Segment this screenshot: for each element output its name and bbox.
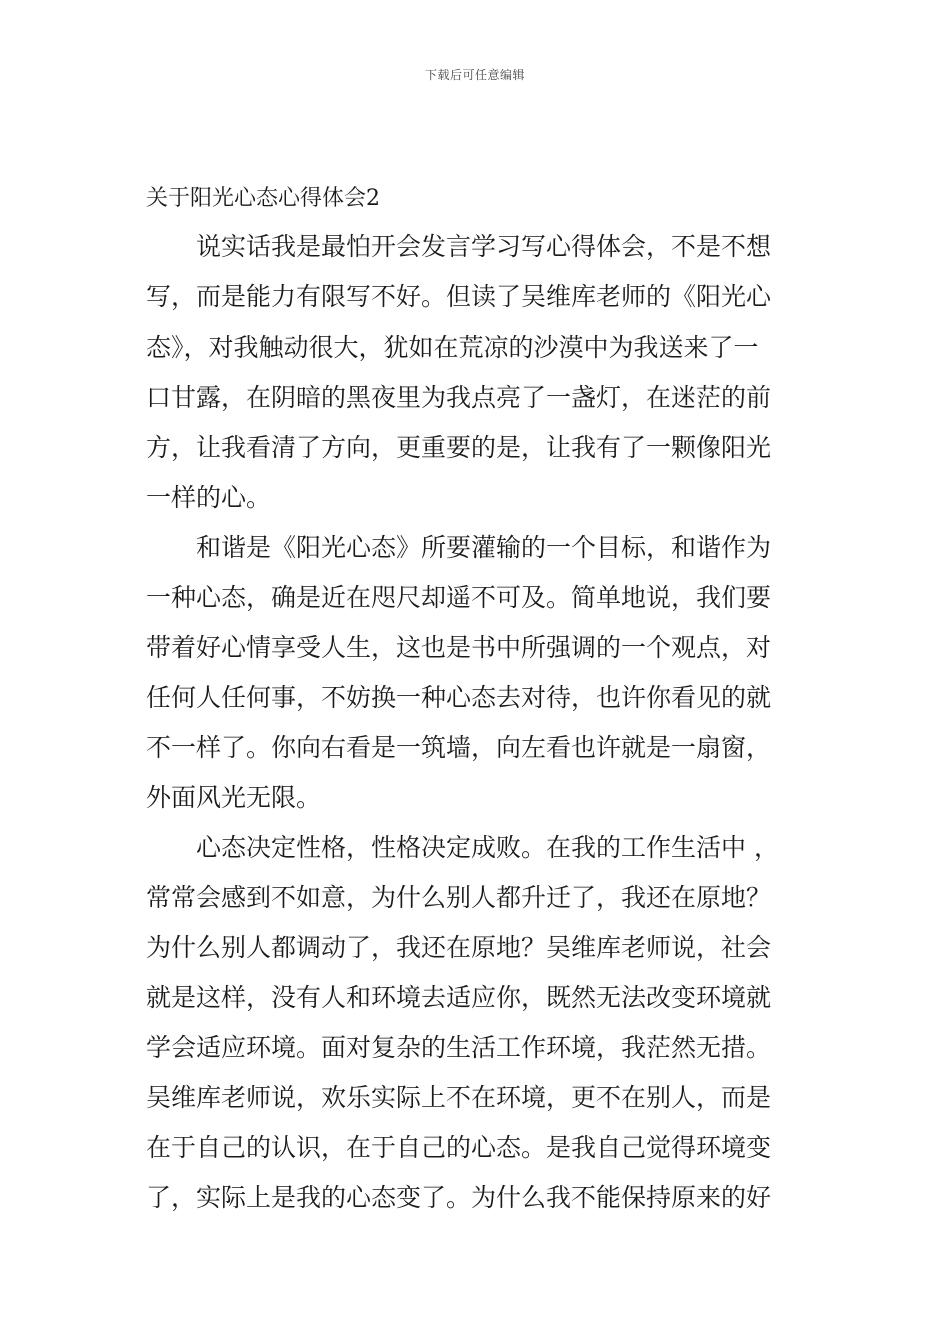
- body-line: 在于自己的认识，在于自己的心态。是我自己觉得环境变: [146, 1133, 772, 1162]
- body-line: 就是这样，没有人和环境去适应你，既然无法改变环境就: [146, 983, 772, 1012]
- body-line: 外面风光无限。: [146, 783, 322, 812]
- body-line: 吴维库老师说，欢乐实际上不在环境，更不在别人，而是: [146, 1083, 772, 1112]
- body-line: 一样的心。: [146, 483, 272, 512]
- body-line: 学会适应环境。面对复杂的生活工作环境，我茫然无措。: [146, 1033, 772, 1062]
- body-line: 口甘露，在阴暗的黑夜里为我点亮了一盏灯，在迷茫的前: [146, 383, 772, 412]
- body-line: 常常会感到不如意，为什么别人都升迁了，我还在原地？: [146, 883, 772, 912]
- body-line: 任何人任何事，不妨换一种心态去对待，也许你看见的就: [146, 683, 772, 712]
- body-line: 态》，对我触动很大，犹如在荒凉的沙漠中为我送来了一: [146, 333, 759, 362]
- document-title: 关于阳光心态心得体会2: [146, 186, 380, 211]
- body-line: 写，而是能力有限写不好。但读了吴维库老师的《阳光心: [146, 282, 772, 311]
- body-line: 带着好心情享受人生，这也是书中所强调的一个观点，对: [146, 633, 772, 662]
- body-line: 和谐是《阳光心态》所要灌输的一个目标，和谐作为: [146, 533, 772, 562]
- body-line: 不一样了。你向右看是一筑墙，向左看也许就是一扇窗，: [146, 733, 772, 762]
- body-line: 说实话我是最怕开会发言学习写心得体会，不是不想: [146, 232, 772, 261]
- header-note: 下载后可任意编辑: [424, 68, 525, 82]
- body-line: 为什么别人都调动了，我还在原地？吴维库老师说，社会: [146, 933, 772, 962]
- body-line: 一种心态，确是近在咫尺却遥不可及。简单地说，我们要: [146, 583, 772, 612]
- body-line: 了，实际上是我的心态变了。为什么我不能保持原来的好: [146, 1183, 772, 1212]
- body-line: 心态决定性格，性格决定成败。在我的工作生活中 ，: [146, 833, 779, 862]
- body-line: 方，让我看清了方向，更重要的是，让我有了一颗像阳光: [146, 433, 772, 462]
